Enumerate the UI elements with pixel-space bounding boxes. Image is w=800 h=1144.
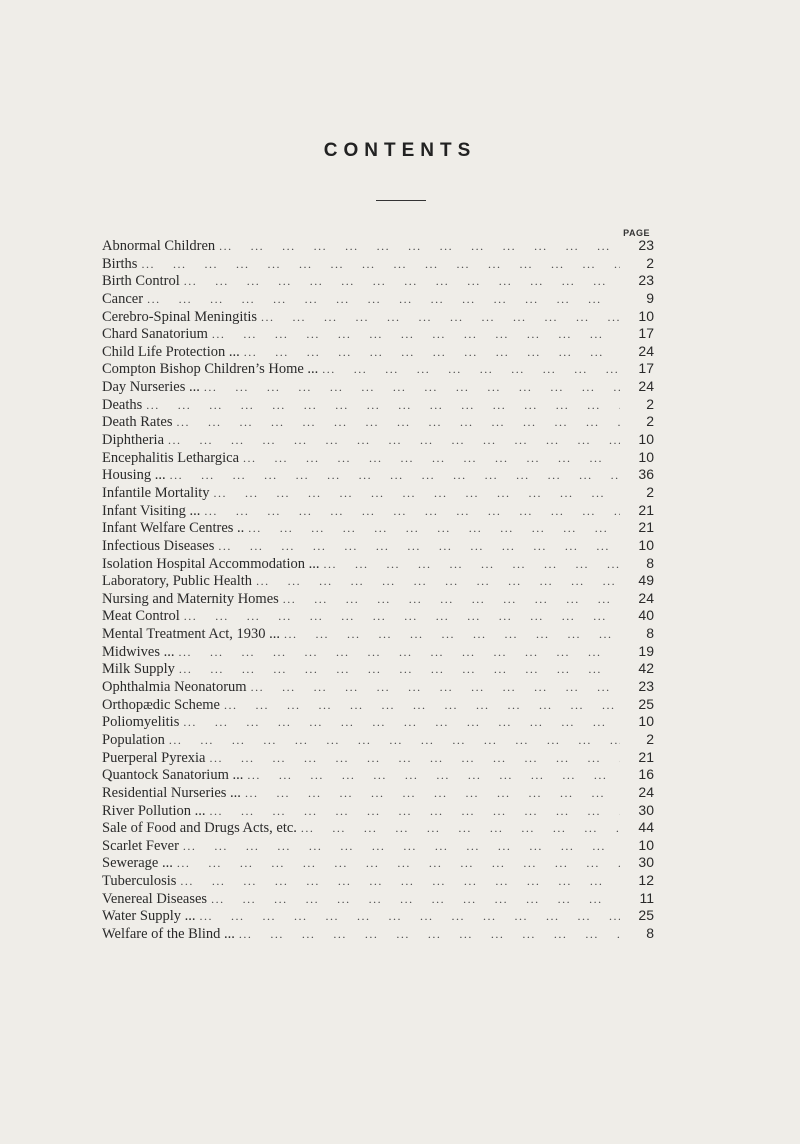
entry-label: Infant Welfare Centres .. xyxy=(102,520,248,538)
entry-page-number: 42 xyxy=(638,660,654,677)
dot-leader xyxy=(214,485,620,503)
contents-entry xyxy=(102,396,654,414)
entry-label: Puerperal Pyrexia xyxy=(102,750,209,768)
contents-entry xyxy=(102,308,654,326)
entry-page-number: 19 xyxy=(638,642,654,659)
contents-entry xyxy=(102,237,654,255)
entry-label: Compton Bishop Children’s Home ... xyxy=(102,361,322,379)
entry-label: Child Life Protection ... xyxy=(102,344,244,362)
contents-entry xyxy=(102,890,654,908)
contents-entry xyxy=(102,255,654,273)
contents-entry xyxy=(102,290,654,308)
entry-label: Infectious Diseases xyxy=(102,538,218,556)
entry-label: Encephalitis Lethargica xyxy=(102,450,243,468)
entry-label: Mental Treatment Act, 1930 ... xyxy=(102,626,284,644)
entry-page-number: 12 xyxy=(638,872,654,889)
entry-label: Infantile Mortality xyxy=(102,485,214,503)
contents-entry xyxy=(102,449,654,467)
entry-page-number: 10 xyxy=(638,431,654,448)
dot-leader xyxy=(212,326,620,344)
entry-page-number: 24 xyxy=(638,589,654,606)
entry-page-number: 16 xyxy=(638,766,654,783)
entry-label: Ophthalmia Neonatorum xyxy=(102,679,251,697)
entry-label: Orthopædic Scheme xyxy=(102,697,224,715)
dot-leader xyxy=(247,767,620,785)
entry-label: Venereal Diseases xyxy=(102,891,211,909)
page-title: CONTENTS xyxy=(323,140,477,161)
dot-leader xyxy=(180,873,620,891)
contents-entry xyxy=(102,625,654,643)
entry-label: Cancer xyxy=(102,291,147,309)
contents-entry xyxy=(102,749,654,767)
entry-page-number: 9 xyxy=(646,289,654,306)
dot-leader xyxy=(244,344,620,362)
entry-page-number: 36 xyxy=(638,466,654,483)
dot-leader xyxy=(179,644,621,662)
entry-label: Midwives ... xyxy=(102,644,179,662)
entry-page-number: 2 xyxy=(646,730,654,747)
entry-page-number: 25 xyxy=(638,695,654,712)
entry-page-number: 23 xyxy=(638,272,654,289)
entry-label: Diphtheria xyxy=(102,432,168,450)
contents-entry xyxy=(102,343,654,361)
entry-label: Infant Visiting ... xyxy=(102,503,204,521)
entry-page-number: 24 xyxy=(638,342,654,359)
dot-leader xyxy=(224,697,620,715)
contents-entry xyxy=(102,713,654,731)
contents-entry xyxy=(102,360,654,378)
dot-leader xyxy=(168,432,620,450)
contents-entry xyxy=(102,537,654,555)
dot-leader xyxy=(210,803,620,821)
contents-entry xyxy=(102,925,654,943)
entry-page-number: 10 xyxy=(638,307,654,324)
contents-entry xyxy=(102,819,654,837)
dot-leader xyxy=(248,520,620,538)
dot-leader xyxy=(147,291,620,309)
dot-leader xyxy=(284,626,620,644)
contents-entry xyxy=(102,431,654,449)
entry-label: Water Supply ... xyxy=(102,908,199,926)
contents-entry xyxy=(102,766,654,784)
entry-page-number: 23 xyxy=(638,237,654,253)
entry-page-number: 8 xyxy=(646,554,654,571)
entry-page-number: 25 xyxy=(638,907,654,924)
contents-entry xyxy=(102,590,654,608)
contents-entry xyxy=(102,413,654,431)
entry-page-number: 8 xyxy=(646,625,654,642)
entry-label: Welfare of the Blind ... xyxy=(102,926,239,944)
contents-entry xyxy=(102,784,654,802)
contents-entry xyxy=(102,907,654,925)
entry-page-number: 24 xyxy=(638,783,654,800)
dot-leader xyxy=(204,503,620,521)
entry-page-number: 11 xyxy=(639,889,654,906)
entry-page-number: 17 xyxy=(638,325,654,342)
contents-list xyxy=(102,237,654,943)
dot-leader xyxy=(183,838,620,856)
entry-page-number: 21 xyxy=(638,748,654,765)
dot-leader xyxy=(323,556,620,574)
entry-label: Residential Nurseries ... xyxy=(102,785,245,803)
contents-entry xyxy=(102,731,654,749)
entry-page-number: 2 xyxy=(646,483,654,500)
dot-leader xyxy=(184,273,620,291)
entry-label: Chard Sanatorium xyxy=(102,326,212,344)
contents-entry xyxy=(102,555,654,573)
dot-leader xyxy=(170,467,620,485)
entry-label: River Pollution ... xyxy=(102,803,210,821)
dot-leader xyxy=(179,661,620,679)
page-column-header: PAGE xyxy=(623,228,650,238)
contents-entry xyxy=(102,325,654,343)
entry-label: Isolation Hospital Accommodation ... xyxy=(102,556,323,574)
dot-leader xyxy=(146,397,620,415)
dot-leader xyxy=(211,891,620,909)
entry-label: Nursing and Maternity Homes xyxy=(102,591,283,609)
dot-leader xyxy=(141,256,620,274)
entry-page-number: 49 xyxy=(638,572,654,589)
entry-label: Quantock Sanatorium ... xyxy=(102,767,247,785)
entry-label: Sewerage ... xyxy=(102,855,177,873)
contents-entry xyxy=(102,502,654,520)
entry-label: Deaths xyxy=(102,397,146,415)
entry-page-number: 23 xyxy=(638,678,654,695)
entry-page-number: 21 xyxy=(638,501,654,518)
entry-page-number: 17 xyxy=(638,360,654,377)
entry-label: Death Rates xyxy=(102,414,176,432)
entry-label: Poliomyelitis xyxy=(102,714,183,732)
entry-label: Scarlet Fever xyxy=(102,838,183,856)
entry-page-number: 8 xyxy=(646,924,654,941)
dot-leader xyxy=(245,785,620,803)
entry-label: Laboratory, Public Health xyxy=(102,573,256,591)
entry-label: Milk Supply xyxy=(102,661,179,679)
contents-entry xyxy=(102,607,654,625)
entry-page-number: 2 xyxy=(646,395,654,412)
dot-leader xyxy=(218,538,620,556)
dot-leader xyxy=(184,608,620,626)
dot-leader xyxy=(239,926,620,944)
entry-page-number: 24 xyxy=(638,378,654,395)
contents-entry xyxy=(102,660,654,678)
contents-entry xyxy=(102,802,654,820)
title-divider xyxy=(376,200,426,201)
entry-label: Day Nurseries ... xyxy=(102,379,204,397)
dot-leader xyxy=(169,732,620,750)
dot-leader xyxy=(251,679,620,697)
entry-page-number: 30 xyxy=(638,854,654,871)
contents-entry xyxy=(102,466,654,484)
entry-page-number: 2 xyxy=(646,413,654,430)
contents-entry xyxy=(102,378,654,396)
entry-label: Births xyxy=(102,256,141,274)
dot-leader xyxy=(204,379,620,397)
contents-entry xyxy=(102,854,654,872)
entry-label: Sale of Food and Drugs Acts, etc. xyxy=(102,820,301,838)
dot-leader xyxy=(209,750,620,768)
contents-entry xyxy=(102,272,654,290)
contents-entry xyxy=(102,572,654,590)
dot-leader xyxy=(183,714,620,732)
contents-entry xyxy=(102,519,654,537)
entry-page-number: 40 xyxy=(638,607,654,624)
dot-leader xyxy=(301,820,620,838)
dot-leader xyxy=(219,238,620,256)
entry-label: Population xyxy=(102,732,169,750)
entry-page-number: 44 xyxy=(638,819,654,836)
dot-leader xyxy=(261,309,620,327)
contents-entry xyxy=(102,484,654,502)
contents-entry xyxy=(102,643,654,661)
entry-label: Abnormal Children xyxy=(102,238,219,256)
entry-label: Cerebro-Spinal Meningitis xyxy=(102,309,261,327)
entry-label: Housing ... xyxy=(102,467,170,485)
dot-leader xyxy=(322,361,620,379)
entry-label: Birth Control xyxy=(102,273,184,291)
entry-page-number: 21 xyxy=(638,519,654,536)
contents-entry xyxy=(102,678,654,696)
dot-leader xyxy=(256,573,620,591)
entry-label: Meat Control xyxy=(102,608,184,626)
entry-page-number: 10 xyxy=(638,448,654,465)
contents-entry xyxy=(102,837,654,855)
entry-page-number: 10 xyxy=(638,713,654,730)
entry-page-number: 10 xyxy=(638,536,654,553)
dot-leader xyxy=(177,855,620,873)
dot-leader xyxy=(243,450,620,468)
entry-page-number: 10 xyxy=(638,836,654,853)
dot-leader xyxy=(176,414,620,432)
dot-leader xyxy=(199,908,620,926)
contents-entry xyxy=(102,872,654,890)
contents-entry xyxy=(102,696,654,714)
entry-page-number: 2 xyxy=(646,254,654,271)
entry-page-number: 30 xyxy=(638,801,654,818)
dot-leader xyxy=(283,591,620,609)
entry-label: Tuberculosis xyxy=(102,873,180,891)
